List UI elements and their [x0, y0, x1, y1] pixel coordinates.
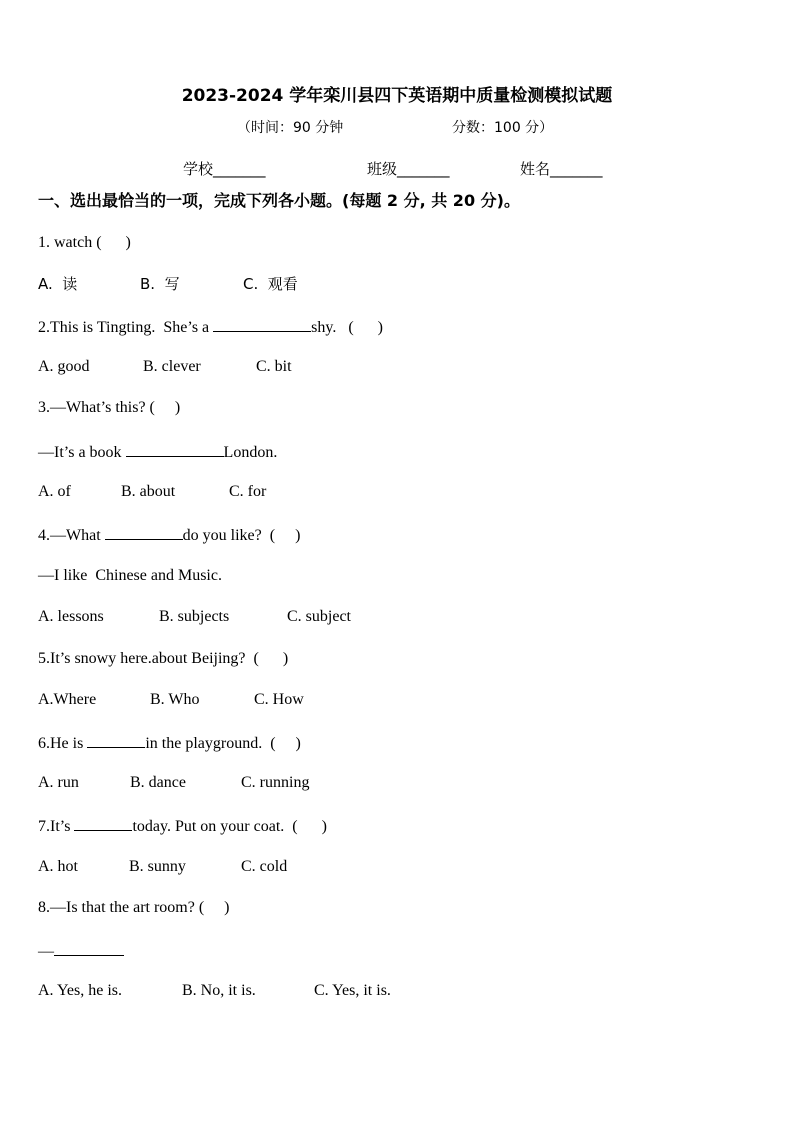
- question-8-response: [38, 940, 124, 962]
- question-8-stem: 8.—Is that the art room? ( ): [38, 899, 230, 916]
- question-6-option-b[interactable]: B. dance: [130, 774, 186, 791]
- question-7-stem-end: today. Put on your coat. ( ): [132, 818, 327, 835]
- question-3-blank[interactable]: [126, 441, 224, 457]
- question-2-option-b[interactable]: B. clever: [143, 358, 201, 375]
- question-4-option-b[interactable]: B. subjects: [159, 608, 230, 625]
- question-4-stem-start: 4.—What: [38, 527, 105, 544]
- question-5-option-c[interactable]: C. How: [254, 691, 304, 708]
- question-5-option-b[interactable]: B. Who: [150, 691, 200, 708]
- question-1-option-b[interactable]: B. 写: [140, 275, 180, 293]
- question-3-response: [38, 441, 277, 463]
- question-1-option-a[interactable]: A. 读: [38, 275, 78, 293]
- question-2-option-a[interactable]: A. good: [38, 358, 90, 375]
- question-4-response: —I like Chinese and Music.: [38, 567, 222, 584]
- question-2-stem: [38, 316, 383, 338]
- question-1-stem: 1. watch ( ): [38, 234, 131, 251]
- question-7-option-a[interactable]: A. hot: [38, 858, 78, 875]
- question-8-option-c[interactable]: C. Yes, it is.: [314, 982, 391, 999]
- score-info: 分数：100 分）: [452, 120, 554, 136]
- question-8-response-dash: —: [38, 943, 54, 960]
- question-4-option-a[interactable]: A. lessons: [38, 608, 104, 625]
- question-7-option-c[interactable]: C. cold: [241, 858, 288, 875]
- page-title: 2023-2024 学年栾川县四下英语期中质量检测模拟试题: [181, 86, 613, 106]
- question-2-blank[interactable]: [213, 316, 311, 332]
- question-8-blank[interactable]: [54, 940, 124, 956]
- question-8-option-b[interactable]: B. No, it is.: [182, 982, 256, 999]
- question-2-stem-end: shy. ( ): [311, 319, 383, 336]
- question-4-stem-end: do you like? ( ): [182, 527, 301, 544]
- question-6-option-a[interactable]: A. run: [38, 774, 79, 791]
- question-4-blank[interactable]: [105, 524, 183, 540]
- question-3-option-a[interactable]: A. of: [38, 483, 71, 500]
- question-6-option-c[interactable]: C. running: [241, 774, 310, 791]
- question-3-stem: 3.—What’s this? ( ): [38, 399, 181, 416]
- question-3-response-start: —It’s a book: [38, 444, 126, 461]
- question-7-option-b[interactable]: B. sunny: [129, 858, 186, 875]
- question-6-stem-end: in the playground. ( ): [145, 735, 301, 752]
- question-4-stem: [38, 524, 300, 546]
- question-7-stem: [38, 815, 327, 837]
- question-3-option-c[interactable]: C. for: [229, 483, 267, 500]
- section-heading: 一、选出最恰当的一项，完成下列各小题。(每题 2 分, 共 20 分)。: [38, 191, 520, 210]
- time-info: （时间：90 分钟: [237, 120, 344, 136]
- school-field[interactable]: 学校_______: [183, 160, 266, 178]
- question-3-response-end: London.: [223, 444, 278, 461]
- question-2-stem-start: 2.This is Tingting. She’s a: [38, 319, 214, 336]
- question-8-option-a[interactable]: A. Yes, he is.: [38, 982, 123, 999]
- question-7-stem-start: 7.It’s: [38, 818, 75, 835]
- class-field[interactable]: 班级_______: [367, 160, 450, 178]
- question-2-option-c[interactable]: C. bit: [256, 358, 292, 375]
- question-5-option-a[interactable]: A.Where: [38, 691, 97, 708]
- question-6-stem-start: 6.He is: [38, 735, 88, 752]
- question-5-stem: 5.It’s snowy here.about Beijing? ( ): [38, 650, 289, 667]
- question-3-option-b[interactable]: B. about: [121, 483, 176, 500]
- question-6-stem: [38, 732, 301, 754]
- question-1-option-c[interactable]: C. 观看: [243, 275, 298, 293]
- question-7-blank[interactable]: [74, 815, 132, 831]
- question-4-option-c[interactable]: C. subject: [287, 608, 351, 625]
- name-field[interactable]: 姓名_______: [520, 160, 603, 178]
- question-6-blank[interactable]: [87, 732, 145, 748]
